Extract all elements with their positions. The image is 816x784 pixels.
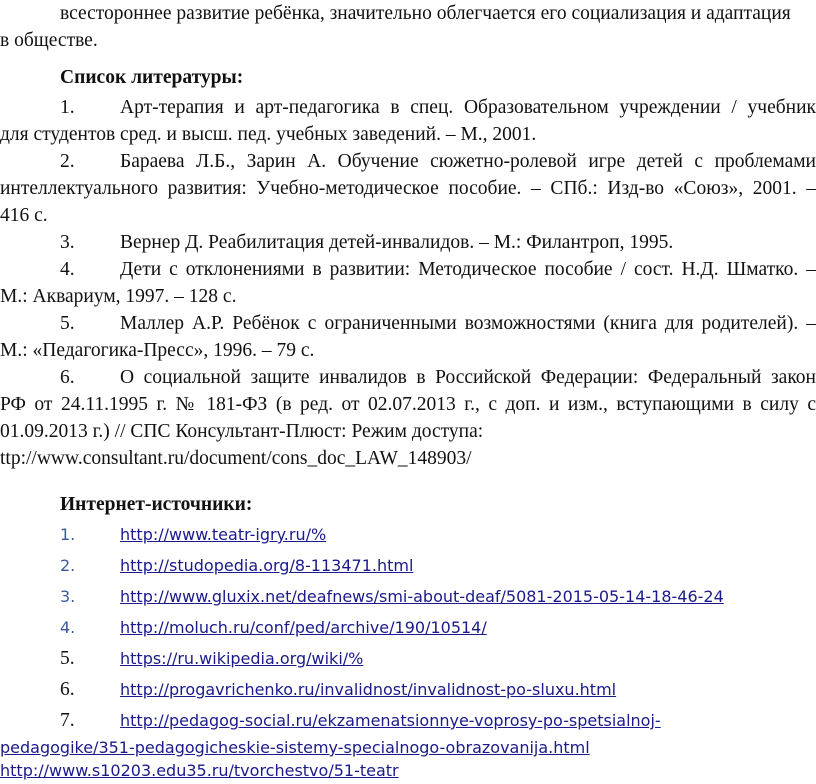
reference-item-2-cont: интеллектуального развития: Учебно-методическое пособие. – СПб.: Изд-во «Союз», 2001. –	[0, 178, 816, 199]
reference-number: 1.	[60, 97, 75, 118]
internet-extra-item	[0, 757, 816, 784]
source-number: 2.	[60, 556, 76, 575]
internet-item-6	[0, 676, 816, 703]
intro-line-2: в обществе.	[0, 30, 98, 51]
source-link[interactable]: http://www.teatr-igry.ru/%	[120, 525, 327, 544]
source-link[interactable]: http://progavrichenko.ru/invalidnost/invalidnost-po-sluxu.html	[120, 680, 617, 699]
reference-number: 6.	[60, 367, 75, 388]
reference-number: 3.	[60, 232, 75, 253]
reference-item-6-cont3: ttp://www.consultant.ru/document/cons_doc_LAW_148903/	[0, 448, 472, 469]
reference-item-5: 5. Маллер А.Р. Ребёнок с ограниченными возможностями (книга для родителей). –	[60, 310, 816, 337]
source-link[interactable]: http://pedagog-social.ru/ekzamenatsionnye-voprosy-po-spetsialnoj-	[120, 711, 661, 730]
reference-item-4-cont: М.: Аквариум, 1997. – 128 с.	[0, 286, 237, 307]
source-link[interactable]: https://ru.wikipedia.org/wiki/%	[120, 649, 364, 668]
internet-item-4	[0, 614, 816, 641]
reference-item-6-cont: РФ от 24.11.1995 г. № 181-ФЗ (в ред. от 02.07.2013 г., с доп. и изм., вступающими в силу с	[0, 394, 816, 415]
source-number: 5.	[60, 648, 75, 669]
source-link[interactable]: http://www.gluxix.net/deafnews/smi-about-deaf/5081-2015-05-14-18-46-24	[120, 587, 724, 606]
internet-item-5	[0, 645, 816, 672]
internet-item-2	[0, 552, 816, 579]
internet-item-3	[0, 583, 816, 610]
source-link[interactable]: http://studopedia.org/8-113471.html	[120, 556, 414, 575]
internet-item-1	[0, 521, 816, 548]
reference-number: 2.	[60, 151, 75, 172]
reference-number: 4.	[60, 259, 75, 280]
source-number: 3.	[60, 587, 76, 606]
reference-item-5-cont: М.: «Педагогика-Пресс», 1996. – 79 с.	[0, 340, 315, 361]
reference-item-4: 4. Дети с отклонениями в развитии: Методическое пособие / сост. Н.Д. Шматко. –	[60, 256, 816, 283]
reference-item-2: 2. Бараева Л.Б., Зарин А. Обучение сюжетно-ролевой игре детей с проблемами	[60, 148, 816, 175]
reference-item-6: 6. О социальной защите инвалидов в Российской Федерации: Федеральный закон	[60, 364, 816, 391]
source-number: 7.	[60, 710, 75, 731]
source-link[interactable]: http://moluch.ru/conf/ped/archive/190/10514/	[120, 618, 487, 637]
reference-item-1-cont: для студентов сред. и высш. пед. учебных заведений. – М., 2001.	[0, 124, 537, 145]
reference-item-3: 3. Вернер Д. Реабилитация детей-инвалидов. – М.: Филантроп, 1995.	[60, 229, 816, 256]
source-number: 6.	[60, 679, 75, 700]
references-heading: Список литературы:	[60, 67, 244, 88]
source-number: 4.	[60, 618, 76, 637]
source-link-cont[interactable]: pedagogike/351-pedagogicheskie-sistemy-specialnogo-obrazovanija.html	[0, 738, 590, 757]
reference-number: 5.	[60, 313, 75, 334]
internet-heading: Интернет-источники:	[60, 494, 253, 515]
internet-item-7	[0, 707, 816, 734]
reference-item-2-cont2: 416 с.	[0, 205, 48, 226]
source-link[interactable]: http://www.s10203.edu35.ru/tvorchestvo/51-teatr	[0, 761, 399, 780]
reference-item-1: 1. Арт-терапия и арт-педагогика в спец. Образовательном учреждении / учебник	[60, 94, 816, 121]
intro-line-1: всестороннее развитие ребёнка, значительно облегчается его социализация и адаптация	[60, 3, 791, 24]
reference-item-6-cont2: 01.09.2013 г.) // СПС Консультант-Плюст: Режим доступа:	[0, 421, 484, 442]
source-number: 1.	[60, 525, 76, 544]
